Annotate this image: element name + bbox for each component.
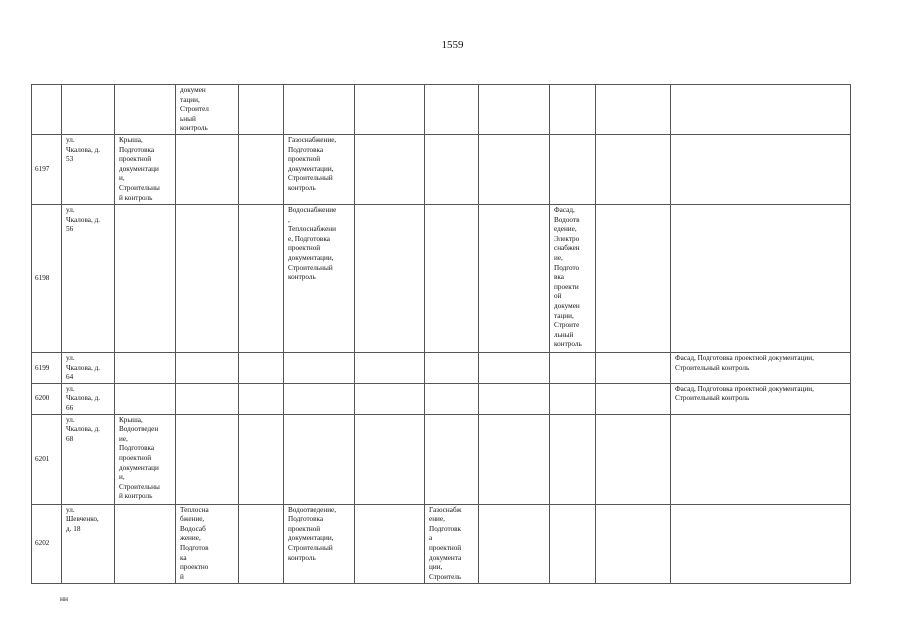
address-cell: [62, 85, 115, 135]
work-type-cell: [176, 135, 239, 205]
cell-text: Фасад, Водоотв едение, Электро снабжен ие, Подгото вка проекти ой докумен тации, Строите льный контроль: [554, 206, 582, 349]
row-number-cell: 6198: [32, 205, 62, 353]
work-type-cell: [239, 85, 284, 135]
work-type-cell: [671, 414, 851, 504]
work-type-cell: [355, 504, 425, 583]
work-type-cell: [596, 85, 671, 135]
cell-text: Водоснабжение , Теплоснабжени е, Подготовка проектной документации, Строительный контроль: [288, 206, 337, 282]
work-type-cell: [596, 135, 671, 205]
work-type-cell: [550, 85, 596, 135]
address-cell: [62, 504, 115, 583]
row-number-cell: [32, 85, 62, 135]
table-row: [32, 85, 851, 135]
address-cell: [62, 135, 115, 205]
work-type-cell: [671, 383, 851, 414]
work-type-cell: [671, 353, 851, 384]
footer-note: нн: [60, 594, 69, 603]
work-type-cell: [284, 85, 355, 135]
work-type-cell: [425, 383, 479, 414]
row-number-cell: 6199: [32, 353, 62, 384]
table-row: [32, 414, 851, 504]
work-type-cell: [479, 353, 550, 384]
register-table: [31, 84, 851, 584]
work-type-cell: [596, 383, 671, 414]
work-type-cell: [479, 383, 550, 414]
work-type-cell: [479, 504, 550, 583]
work-type-cell: [479, 135, 550, 205]
work-type-cell: [355, 205, 425, 353]
cell-text: докумен тации, Строител ьный контроль: [180, 86, 209, 133]
work-type-cell: [550, 205, 596, 353]
work-type-cell: [239, 205, 284, 353]
work-type-cell: [284, 383, 355, 414]
work-type-cell: [550, 135, 596, 205]
work-type-cell: [479, 85, 550, 135]
address-cell: [62, 353, 115, 384]
cell-text: ул. Чкалова, д. 68: [66, 415, 101, 443]
cell-text: ул. Чкалова, д. 66: [66, 384, 101, 412]
work-type-cell: [550, 383, 596, 414]
row-number-cell: 6201: [32, 414, 62, 504]
work-type-cell: [596, 414, 671, 504]
work-type-cell: [176, 85, 239, 135]
work-type-cell: [284, 353, 355, 384]
work-type-cell: [671, 135, 851, 205]
work-type-cell: [479, 205, 550, 353]
cell-text: Газоснабж ение, Подготовк а проектной документа ции, Строитель: [429, 505, 462, 581]
row-number-cell: 6202: [32, 504, 62, 583]
table-row: [32, 383, 851, 414]
work-type-cell: [284, 504, 355, 583]
table-row: [32, 353, 851, 384]
work-type-cell: [355, 414, 425, 504]
work-type-cell: [239, 383, 284, 414]
table-row: [32, 205, 851, 353]
work-type-cell: [425, 205, 479, 353]
cell-text: Фасад, Подготовка проектной документации, Строительный контроль: [675, 384, 814, 403]
work-type-cell: [671, 205, 851, 353]
work-type-cell: [355, 383, 425, 414]
work-type-cell: [176, 383, 239, 414]
cell-text: Теплосна бжение, Водосаб жение, Подготов ка проектно й: [180, 505, 209, 581]
work-type-cell: [284, 414, 355, 504]
work-type-cell: [425, 353, 479, 384]
work-type-cell: [596, 504, 671, 583]
work-type-cell: [239, 504, 284, 583]
work-type-cell: [176, 414, 239, 504]
work-type-cell: [115, 85, 176, 135]
work-type-cell: [284, 205, 355, 353]
work-type-cell: [425, 135, 479, 205]
cell-text: Крыша, Подготовка проектной документаци и, Строительны й контроль: [119, 136, 160, 202]
work-type-cell: [239, 353, 284, 384]
cell-text: ул. Чкалова, д. 53: [66, 136, 101, 164]
work-type-cell: [425, 504, 479, 583]
work-type-cell: [355, 353, 425, 384]
work-type-cell: [115, 414, 176, 504]
address-cell: [62, 205, 115, 353]
cell-text: ул. Чкалова, д. 56: [66, 206, 101, 234]
work-type-cell: [425, 85, 479, 135]
cell-text: Водоотведение, Подготовка проектной документации, Строительный контроль: [288, 505, 337, 562]
work-type-cell: [284, 135, 355, 205]
work-type-cell: [115, 135, 176, 205]
work-type-cell: [115, 383, 176, 414]
work-type-cell: [596, 353, 671, 384]
work-type-cell: [115, 353, 176, 384]
work-type-cell: [115, 504, 176, 583]
work-type-cell: [550, 504, 596, 583]
work-type-cell: [176, 504, 239, 583]
cell-text: Газоснабжение, Подготовка проектной документации, Строительный контроль: [288, 136, 337, 192]
work-type-cell: [596, 205, 671, 353]
work-type-cell: [176, 205, 239, 353]
cell-text: ул. Шевченко, д. 18: [66, 505, 99, 533]
cell-text: ул. Чкалова, д. 64: [66, 354, 101, 382]
address-cell: [62, 383, 115, 414]
address-cell: [62, 414, 115, 504]
table-row: [32, 504, 851, 583]
table-row: [32, 135, 851, 205]
page-number: 1559: [441, 39, 464, 51]
work-type-cell: [479, 414, 550, 504]
work-type-cell: [550, 353, 596, 384]
work-type-cell: [425, 414, 479, 504]
work-type-cell: [239, 135, 284, 205]
cell-text: Фасад, Подготовка проектной документации, Строительный контроль: [675, 354, 814, 372]
row-number-cell: 6197: [32, 135, 62, 205]
work-type-cell: [176, 353, 239, 384]
cell-text: Крыша, Водоотведен ие, Подготовка проектной документаци и, Строительны й контроль: [119, 415, 160, 501]
work-type-cell: [671, 504, 851, 583]
work-type-cell: [550, 414, 596, 504]
work-type-cell: [355, 135, 425, 205]
work-type-cell: [115, 205, 176, 353]
work-type-cell: [355, 85, 425, 135]
work-type-cell: [671, 85, 851, 135]
row-number-cell: 6200: [32, 383, 62, 414]
work-type-cell: [239, 414, 284, 504]
